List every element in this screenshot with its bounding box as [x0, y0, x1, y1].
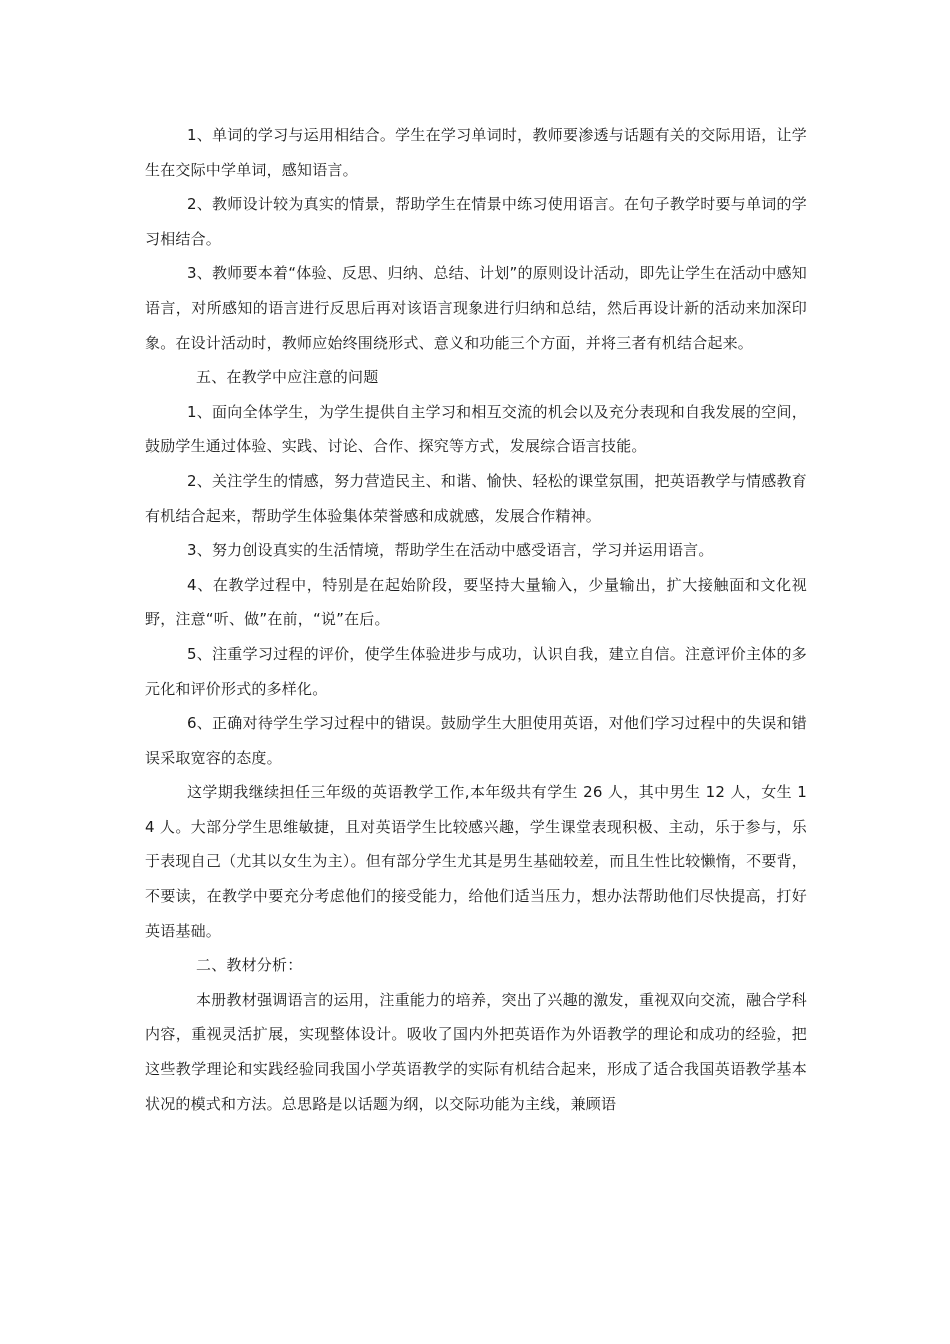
paragraph-student-emotions: 2、关注学生的情感，努力营造民主、和谐、愉快、轻松的课堂氛围，把英语教学与情感教育有机结合起来，帮助学生体验集体荣誉感和成就感，发展合作精神。	[145, 471, 807, 525]
paragraph-handling-errors: 6、正确对待学生学习过程中的错误。鼓励学生大胆使用英语，对他们学习过程中的失误和错误采取宽容的态度。	[145, 714, 807, 767]
paragraph-vocabulary-learning: 1、单词的学习与运用相结合。学生在学习单词时，教师要渗透与话题有关的交际用语，让学生在交际中学单词，感知语言。	[145, 126, 807, 179]
paragraph-realistic-situations: 2、教师设计较为真实的情景，帮助学生在情景中练习使用语言。在句子教学时要与单词的学习相结合。	[145, 195, 807, 248]
section-heading-teaching-issues: 五、在教学中应注意的问题	[196, 368, 379, 387]
paragraph-all-students: 1、面向全体学生，为学生提供自主学习和相互交流的机会以及充分表现和自我发展的空间，鼓励学生通过体验、实践、讨论、合作、探究等方式，发展综合语言技能。	[145, 402, 807, 456]
document-body	[145, 118, 807, 1121]
paragraph-activity-design: 3、教师要本着“体验、反思、归纳、总结、计划”的原则设计活动，即先让学生在活动中感知语言，对所感知的语言进行反思后再对该语言现象进行归纳和总结，然后再设计新的活动来加深印象。在设计活动时，教师应始终围绕形式、意义和功能三个方面，并将三者有机结合起来。	[145, 264, 807, 352]
paragraph-class-situation: 这学期我继续担任三年级的英语教学工作,本年级共有学生 26 人，其中男生 12 人，女生 14 人。大部分学生思维敏捷，且对英语学生比较感兴趣，学生课堂表现积极、主动，乐于参与，乐于表现自己（尤其以女生为主）。但有部分学生尤其是男生基础较差，而且生性比较懒惰，不要背，不要读，在教学中要充分考虑他们的接受能力，给他们适当压力，想办法帮助他们尽快提高，打好英语基础。	[145, 783, 807, 940]
paragraph-input-output: 4、在教学过程中，特别是在起始阶段，要坚持大量输入，少量输出，扩大接触面和文化视野，注意“听、做”在前，“说”在后。	[145, 575, 807, 629]
paragraph-textbook-description: 本册教材强调语言的运用，注重能力的培养，突出了兴趣的激发，重视双向交流，融合学科内容，重视灵活扩展，实现整体设计。吸收了国内外把英语作为外语教学的理论和成功的经验，把这些教学理论和实践经验同我国小学英语教学的实际有机结合起来，形成了适合我国英语教学基本状况的模式和方法。总思路是以话题为纲，以交际功能为主线，兼顾语	[145, 990, 807, 1113]
paragraph-process-evaluation: 5、注重学习过程的评价，使学生体验进步与成功，认识自我，建立自信。注意评价主体的多元化和评价形式的多样化。	[145, 644, 807, 698]
paragraph-life-situations: 3、努力创设真实的生活情境，帮助学生在活动中感受语言，学习并运用语言。	[187, 541, 714, 560]
section-heading-textbook-analysis: 二、教材分析：	[196, 956, 303, 975]
